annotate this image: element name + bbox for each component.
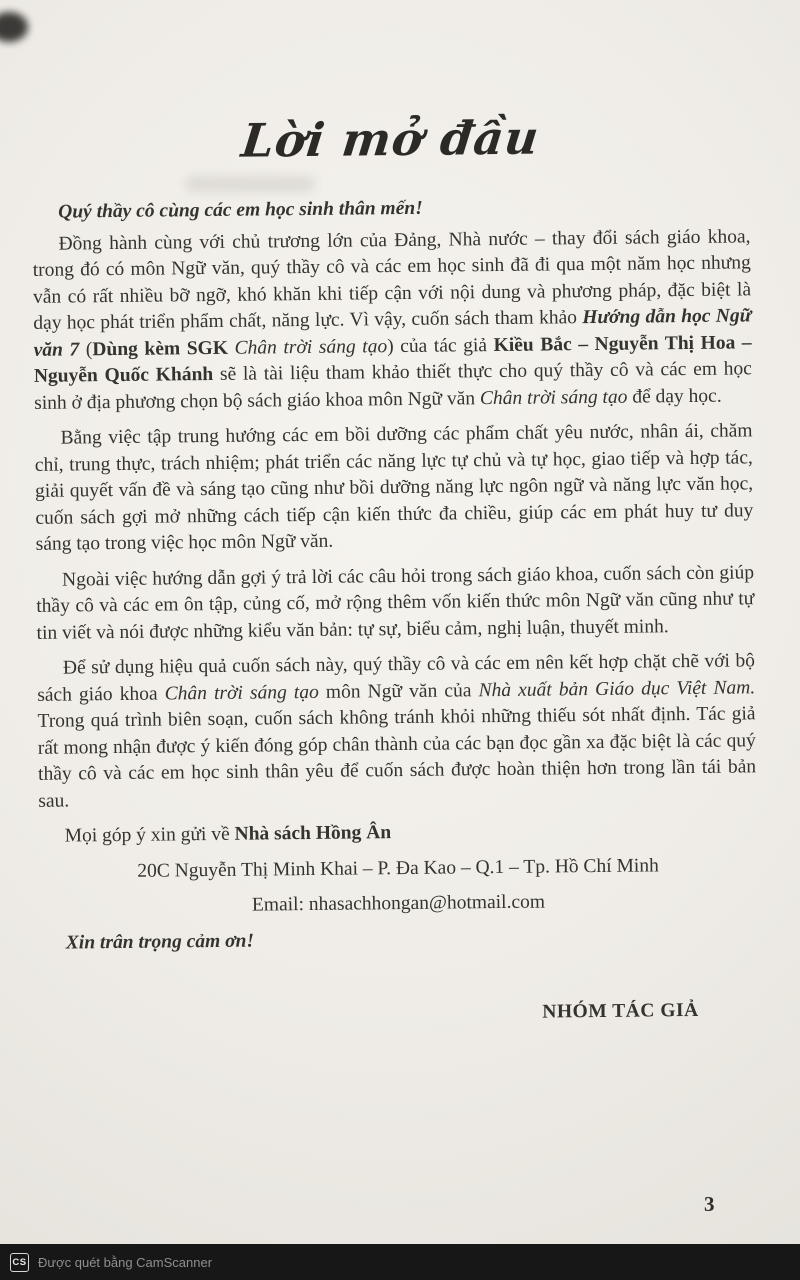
- text-segment: Nhà xuất bản Giáo dục Việt Nam.: [478, 676, 756, 701]
- text-segment: ) của tác giả: [387, 334, 494, 357]
- text-segment: Đồng hành cùng với chủ trương lớn của Đảng, Nhà nước – thay đổi sách giáo khoa, trong đó có môn Ngữ văn, quý thầy cô và các em học sinh đã đi qua một năm học nhưng vẫn có rất nhiều bỡ ngỡ, khó khăn khi tiếp cận với nội dung và phương pháp, đặc biệt là dạy học phát triển phẩm chất, năng lực. Vì vậy, cuốn sách tham khảo: [32, 225, 752, 334]
- text-segment: Kiều Bắc – Nguyễn Thị Hoa – Nguyễn Quốc Khánh: [33, 331, 752, 387]
- text-segment: Để sử dụng hiệu quả cuốn sách này, quý thầy cô và các em nên kết hợp chặt chẽ với bộ sách giáo khoa: [37, 650, 756, 706]
- text-segment: Quý thầy cô cùng các em học sinh thân mến!: [58, 197, 423, 223]
- thanks-line: [40, 923, 758, 957]
- greeting-line: [32, 192, 750, 226]
- text-segment: sẽ là tài liệu tham khảo thiết thực cho quý thầy cô và các em học sinh ở địa phương chọn bộ sách giáo khoa môn Ngữ văn: [34, 358, 752, 414]
- text-segment: Mọi góp ý xin gửi về: [64, 823, 235, 847]
- text-segment: Chân trời sáng tạo: [164, 681, 319, 705]
- page-title: Lời mở đầu: [238, 110, 543, 168]
- qualities-paragraph: [34, 418, 753, 558]
- text-segment: môn Ngữ văn của: [318, 679, 479, 703]
- usage-paragraph: [37, 648, 757, 815]
- page-body: [32, 192, 759, 1031]
- text-segment: NHÓM TÁC GIẢ: [542, 999, 699, 1023]
- authors-signature: [41, 997, 759, 1031]
- address-line: [39, 852, 757, 886]
- text-segment: Xin trân trọng cảm ơn!: [65, 930, 255, 954]
- text-segment: Chân trời sáng tạo: [234, 335, 388, 359]
- text-segment: để dạy học.: [627, 385, 722, 408]
- intro-paragraph: [32, 224, 752, 417]
- text-segment: Ngoài việc hướng dẫn gợi ý trả lời các câu hỏi trong sách giáo khoa, cuốn sách còn giúp thầy cô và các em ôn tập, củng cố, mở rộng thêm vốn kiến thức môn Ngữ văn cũng như tự tin viết và nói được những kiểu văn bản: tự sự, biểu cảm, nghị luận, thuyết minh.: [36, 561, 755, 644]
- text-segment: Dùng kèm SGK: [92, 337, 229, 360]
- page-number: 3: [704, 1192, 715, 1216]
- email-line: [39, 887, 757, 921]
- text-segment: Nhà sách Hồng Ân: [234, 822, 392, 845]
- camscanner-caption: Được quét bằng CamScanner: [38, 1254, 213, 1270]
- guidance-paragraph: [36, 560, 755, 647]
- text-segment: Email: nhasachhongan@hotmail.com: [251, 891, 546, 916]
- text-segment: Bằng việc tập trung hướng các em bồi dưỡng các phẩm chất yêu nước, nhân ái, chăm chỉ, trung thực, trách nhiệm; phát triển các năng lực tự chủ và tự học, giao tiếp và hợp tác, giải quyết vấn đề và sáng tạo cũng như bồi dưỡng năng lực ngôn ngữ và năng lực văn học, cuốn sách gợi mở những cách tiếp cận kiến thức đa chiều, giúp các em phát huy tư duy sáng tạo trong việc học môn Ngữ văn.: [34, 420, 754, 555]
- camscanner-logo-icon: [10, 1253, 29, 1272]
- text-segment: Trong quá trình biên soạn, cuốn sách không tránh khỏi những thiếu sót nhất định. Tác giả rất mong nhận được ý kiến đóng góp chân thành của các bạn đọc gần xa đặc biệt là các quý thầy cô và các em học sinh thân yêu để cuốn sách được hoàn thiện hơn trong lần tái bản sau.: [37, 703, 757, 812]
- text-segment: (: [79, 338, 93, 360]
- feedback-line: [39, 816, 757, 850]
- text-segment: Chân trời sáng tạo: [479, 386, 628, 409]
- text-segment: 20C Nguyễn Thị Minh Khai – P. Đa Kao – Q.1 – Tp. Hồ Chí Minh: [137, 854, 659, 882]
- camscanner-logo-text: CS: [12, 1256, 27, 1268]
- camscanner-bar: [0, 1244, 800, 1280]
- text-segment: Hướng dẫn học Ngữ văn 7: [33, 305, 752, 361]
